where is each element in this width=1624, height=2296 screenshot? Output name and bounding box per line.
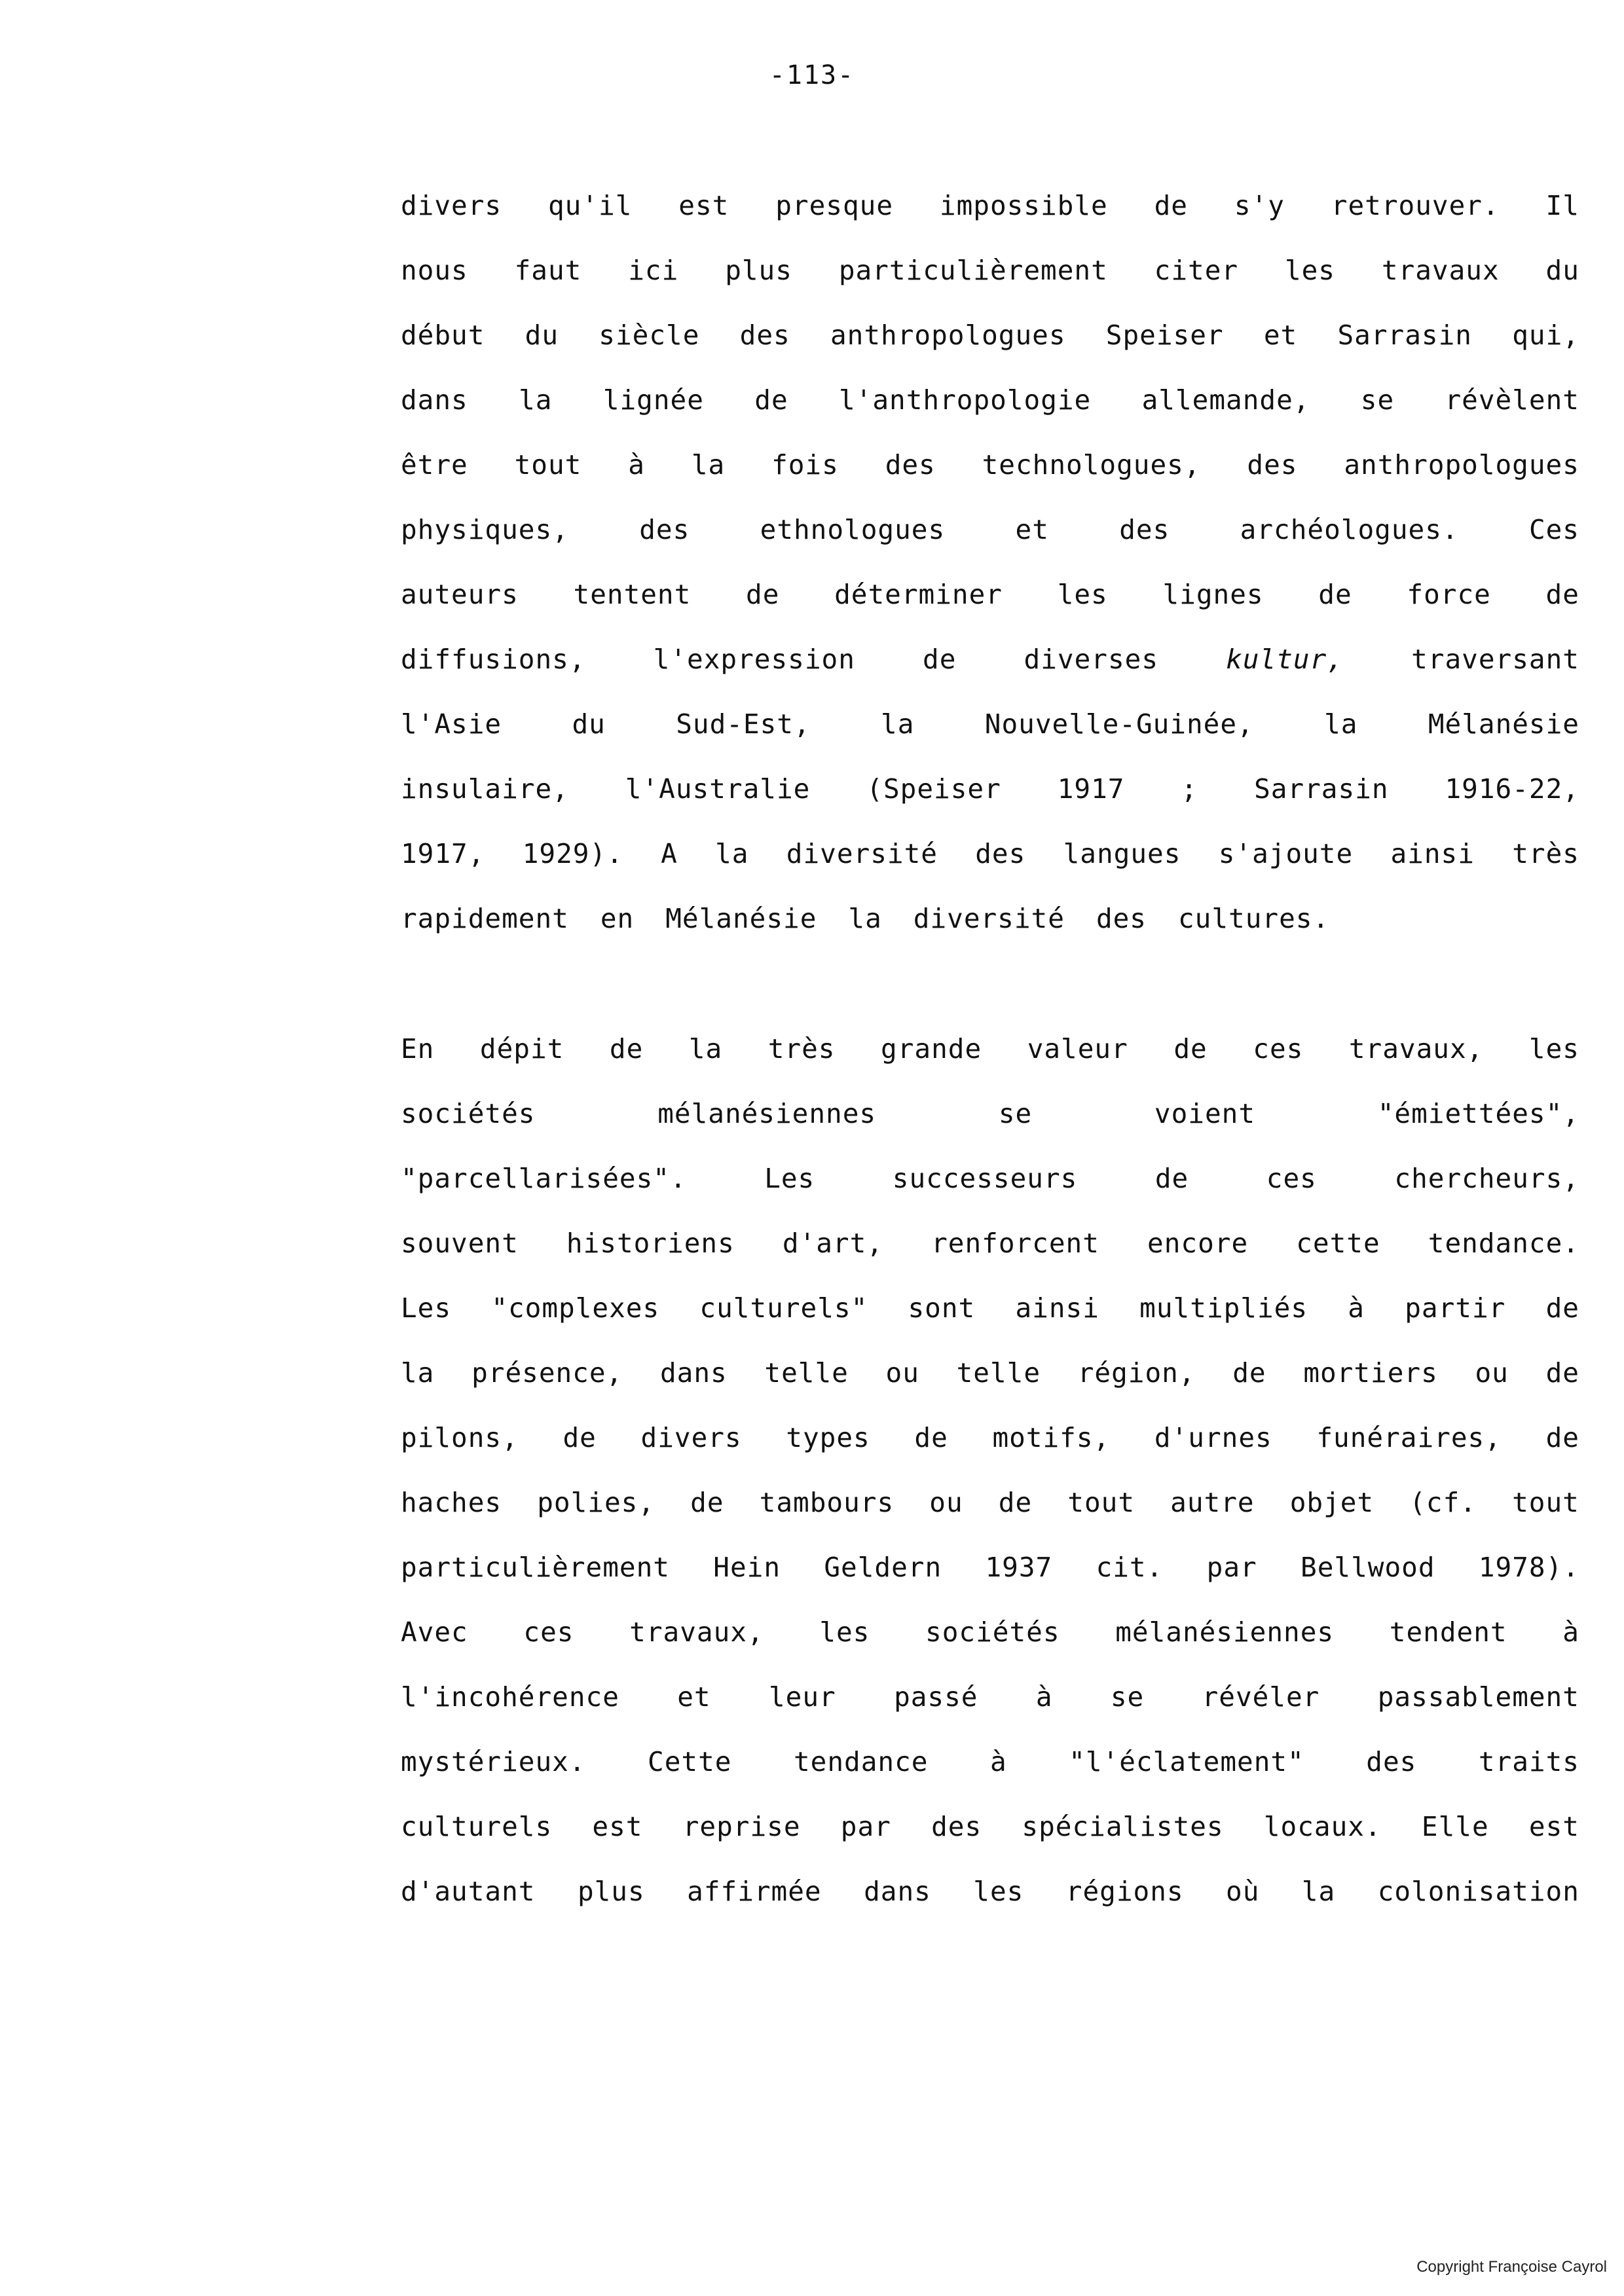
word: motifs, — [992, 1422, 1111, 1453]
page-number: -113- — [769, 60, 855, 90]
word: (Speiser — [866, 773, 1001, 805]
text-line — [401, 644, 1579, 708]
word: ou — [929, 1487, 963, 1518]
word: reprise — [682, 1811, 801, 1842]
word: mélanésiennes — [657, 1098, 877, 1129]
word: spécialistes — [1022, 1811, 1224, 1842]
word: Bellwood — [1301, 1552, 1435, 1583]
word: objet — [1289, 1487, 1375, 1518]
word: de — [914, 1422, 948, 1453]
word: du — [1545, 255, 1579, 286]
word: de — [923, 644, 957, 675]
word: mystérieux. — [401, 1746, 586, 1777]
word: ces — [523, 1616, 574, 1648]
word: travaux, — [1348, 1033, 1484, 1065]
word: travaux — [1381, 255, 1500, 286]
word: presque — [775, 190, 894, 221]
word: à — [628, 449, 645, 481]
word: la — [1301, 1876, 1336, 1907]
word: la — [1324, 708, 1358, 740]
word: partir — [1405, 1292, 1506, 1324]
word: ainsi — [1015, 1292, 1099, 1324]
word: des — [975, 838, 1026, 869]
word: où — [1226, 1876, 1260, 1907]
word: haches — [401, 1487, 502, 1518]
word: s'ajoute — [1218, 838, 1354, 869]
word: les — [1284, 255, 1335, 286]
word: valeur — [1027, 1033, 1128, 1065]
text-line — [401, 1876, 1579, 1941]
word: 1937 — [985, 1552, 1053, 1583]
word: siècle — [599, 319, 700, 351]
paragraph-1 — [401, 190, 1579, 968]
word: est — [678, 190, 729, 221]
word: en — [600, 903, 635, 934]
word: l'expression — [653, 644, 855, 675]
word: mortiers — [1303, 1357, 1438, 1389]
word: la — [848, 903, 882, 934]
word: ethnologues — [760, 514, 946, 545]
word: particulièrement — [401, 1552, 670, 1583]
word: traits — [1478, 1746, 1579, 1777]
word: citer — [1154, 255, 1239, 286]
text-line — [401, 1746, 1579, 1811]
word: présence, — [471, 1357, 623, 1389]
word: grande — [881, 1033, 982, 1065]
word: funéraires, — [1316, 1422, 1502, 1453]
word: tentent — [573, 579, 692, 610]
text-line — [401, 1681, 1579, 1746]
word: des — [1247, 449, 1298, 481]
word: tendent — [1389, 1616, 1507, 1648]
word: de — [1173, 1033, 1208, 1065]
word: de — [1154, 190, 1188, 221]
word: ou — [1475, 1357, 1509, 1389]
word: tout — [1067, 1487, 1135, 1518]
word: kultur, — [1226, 644, 1344, 675]
word: ainsi — [1390, 838, 1475, 869]
word: tambours — [759, 1487, 895, 1518]
word: début — [401, 319, 485, 351]
word: de — [1318, 579, 1352, 610]
word: la — [519, 384, 553, 416]
word: d'art, — [782, 1228, 883, 1259]
word: Elle — [1421, 1811, 1489, 1842]
word: ici — [628, 255, 679, 286]
word: Il — [1545, 190, 1579, 221]
word: à — [1562, 1616, 1579, 1648]
word: cit. — [1096, 1552, 1164, 1583]
word: des — [1366, 1746, 1417, 1777]
word: "l'éclatement" — [1069, 1746, 1304, 1777]
word: des — [1119, 514, 1170, 545]
word: 1916-22, — [1445, 773, 1579, 805]
text-line — [401, 449, 1579, 514]
word: être — [401, 449, 468, 481]
word: ou — [885, 1357, 919, 1389]
word: très — [767, 1033, 836, 1065]
word: particulièrement — [838, 255, 1108, 286]
word: 1917, — [401, 838, 485, 869]
word: renforcent — [931, 1228, 1099, 1259]
word: régions — [1065, 1876, 1184, 1907]
word: cultures. — [1178, 903, 1330, 934]
word: s'y — [1234, 190, 1285, 221]
word: de — [746, 579, 780, 610]
word: des — [739, 319, 790, 351]
word: la — [688, 1033, 723, 1065]
word: colonisation — [1377, 1876, 1579, 1907]
word: se — [998, 1098, 1033, 1129]
word: par — [840, 1811, 891, 1842]
word: "émiettées", — [1377, 1098, 1579, 1129]
word: l'Asie — [401, 708, 502, 740]
word: archéologues. — [1240, 514, 1459, 545]
word: à — [1035, 1681, 1053, 1713]
word: tendance. — [1428, 1228, 1579, 1259]
word: (cf. — [1409, 1487, 1477, 1518]
word: Les — [401, 1292, 452, 1324]
word: les — [1057, 579, 1108, 610]
word: tendance — [793, 1746, 929, 1777]
word: mélanésiennes — [1115, 1616, 1335, 1648]
word: "complexes — [491, 1292, 660, 1324]
word: Hein — [713, 1552, 781, 1583]
word: technologues, — [982, 449, 1201, 481]
word: diversité — [786, 838, 938, 869]
word: culturels — [401, 1811, 553, 1842]
text-line — [401, 1487, 1579, 1552]
word: locaux. — [1263, 1811, 1382, 1842]
word: très — [1512, 838, 1579, 869]
word: langues — [1063, 838, 1181, 869]
word: divers — [640, 1422, 742, 1453]
text-line — [401, 1616, 1579, 1681]
text-line — [401, 579, 1579, 644]
word: culturels" — [699, 1292, 868, 1324]
text-line — [401, 384, 1579, 449]
word: la — [881, 708, 915, 740]
word: de — [1232, 1357, 1266, 1389]
word: encore — [1147, 1228, 1249, 1259]
word: successeurs — [892, 1163, 1078, 1194]
word: se — [1110, 1681, 1145, 1713]
word: leur — [768, 1681, 836, 1713]
word: diffusions, — [401, 644, 586, 675]
word: lignes — [1162, 579, 1264, 610]
word: de — [1154, 1163, 1189, 1194]
word: de — [754, 384, 788, 416]
word: auteurs — [401, 579, 519, 610]
word: anthropologues — [1344, 449, 1579, 481]
word: la — [401, 1357, 435, 1389]
word: ces — [1253, 1033, 1304, 1065]
word: faut — [514, 255, 582, 286]
word: révèlent — [1445, 384, 1579, 416]
word: dans — [864, 1876, 931, 1907]
word: tout — [514, 449, 582, 481]
word: et — [1015, 514, 1049, 545]
word: polies, — [537, 1487, 655, 1518]
text-line — [401, 1033, 1579, 1098]
word: chercheurs, — [1394, 1163, 1579, 1194]
word: de — [1545, 579, 1579, 610]
word: plus — [725, 255, 792, 286]
text-line — [401, 319, 1579, 384]
word: du — [572, 708, 606, 740]
word: Avec — [401, 1616, 468, 1648]
word: impossible — [939, 190, 1108, 221]
word: passablement — [1377, 1681, 1579, 1713]
text-line — [401, 1163, 1579, 1228]
word: fois — [771, 449, 839, 481]
text-line — [401, 838, 1579, 903]
word: passé — [894, 1681, 978, 1713]
word: à — [1348, 1292, 1365, 1324]
word: l'anthropologie — [838, 384, 1092, 416]
word: Sud-Est, — [676, 708, 811, 740]
word: région, — [1077, 1357, 1196, 1389]
word: diverses — [1024, 644, 1159, 675]
word: se — [1360, 384, 1395, 416]
text-line — [401, 1422, 1579, 1487]
text-line — [401, 1228, 1579, 1292]
word: sociétés — [925, 1616, 1060, 1648]
word: Mélanésie — [1428, 708, 1579, 740]
word: dans — [401, 384, 468, 416]
word: est — [1528, 1811, 1579, 1842]
word: tout — [1512, 1487, 1579, 1518]
word: physiques, — [401, 514, 569, 545]
word: souvent — [401, 1228, 519, 1259]
word: telle — [956, 1357, 1041, 1389]
word: 1978). — [1478, 1552, 1579, 1583]
word: dépit — [479, 1033, 564, 1065]
word: déterminer — [834, 579, 1003, 610]
word: révéler — [1202, 1681, 1320, 1713]
word: Cette — [648, 1746, 732, 1777]
word: affirmée — [687, 1876, 822, 1907]
text-line — [401, 903, 1579, 968]
word: la — [715, 838, 749, 869]
word: Nouvelle-Guinée, — [984, 708, 1254, 740]
text-line — [401, 1098, 1579, 1163]
word: multipliés — [1139, 1292, 1308, 1324]
word: Sarrasin — [1254, 773, 1389, 805]
word: Ces — [1528, 514, 1579, 545]
word: l'Australie — [625, 773, 811, 805]
word: 1929). — [522, 838, 623, 869]
word: des — [931, 1811, 982, 1842]
text-line — [401, 1357, 1579, 1422]
word: les — [819, 1616, 870, 1648]
word: la — [691, 449, 726, 481]
word: traversant — [1411, 644, 1579, 675]
word: par — [1206, 1552, 1257, 1583]
word: retrouver. — [1331, 190, 1500, 221]
word: est — [592, 1811, 643, 1842]
word: de — [1545, 1357, 1579, 1389]
text-line — [401, 514, 1579, 579]
copyright-notice: Copyright Françoise Cayrol — [1416, 2258, 1607, 2276]
word: allemande, — [1141, 384, 1310, 416]
word: sont — [908, 1292, 976, 1324]
word: Speiser — [1105, 319, 1224, 351]
word: des — [639, 514, 690, 545]
word: à — [989, 1746, 1007, 1777]
word: lignée — [602, 384, 704, 416]
word: et — [677, 1681, 711, 1713]
word: nous — [401, 255, 468, 286]
word: travaux, — [629, 1616, 764, 1648]
word: historiens — [566, 1228, 735, 1259]
word: diversité — [913, 903, 1065, 934]
word: Les — [764, 1163, 815, 1194]
word: "parcellarisées". — [401, 1163, 687, 1194]
word: de — [563, 1422, 597, 1453]
word: les — [1528, 1033, 1579, 1065]
word: A — [661, 838, 678, 869]
word: sociétés — [401, 1098, 536, 1129]
text-line — [401, 1552, 1579, 1616]
word: d'urnes — [1154, 1422, 1272, 1453]
text-line — [401, 255, 1579, 319]
word: divers — [401, 190, 502, 221]
word: Sarrasin — [1337, 319, 1472, 351]
word: telle — [764, 1357, 849, 1389]
word: ces — [1266, 1163, 1317, 1194]
text-line — [401, 1811, 1579, 1876]
word: de — [1545, 1422, 1579, 1453]
text-line — [401, 1292, 1579, 1357]
word: dans — [659, 1357, 728, 1389]
word: En — [401, 1033, 435, 1065]
word: anthropologues — [830, 319, 1066, 351]
word: 1917 — [1057, 773, 1125, 805]
word: des — [885, 449, 936, 481]
word: qu'il — [547, 190, 633, 221]
word: des — [1096, 903, 1147, 934]
word: de — [1545, 1292, 1579, 1324]
word: types — [786, 1422, 870, 1453]
word: Geldern — [824, 1552, 942, 1583]
word: de — [609, 1033, 644, 1065]
word: voient — [1154, 1098, 1256, 1129]
word: de — [690, 1487, 724, 1518]
word: rapidement — [401, 903, 569, 934]
paragraph-2 — [401, 1033, 1579, 1941]
word: force — [1407, 579, 1491, 610]
word: d'autant — [401, 1876, 536, 1907]
word: l'incohérence — [401, 1681, 619, 1713]
text-line — [401, 773, 1579, 838]
word: Mélanésie — [665, 903, 817, 934]
word: du — [525, 319, 559, 351]
word: plus — [577, 1876, 645, 1907]
word: pilons, — [401, 1422, 519, 1453]
text-line — [401, 190, 1579, 255]
word: autre — [1170, 1487, 1255, 1518]
word: insulaire, — [401, 773, 569, 805]
word: de — [998, 1487, 1033, 1518]
word: ; — [1181, 773, 1198, 805]
word: et — [1263, 319, 1298, 351]
text-line — [401, 708, 1579, 773]
word: qui, — [1512, 319, 1579, 351]
word: cette — [1296, 1228, 1380, 1259]
word: les — [973, 1876, 1024, 1907]
